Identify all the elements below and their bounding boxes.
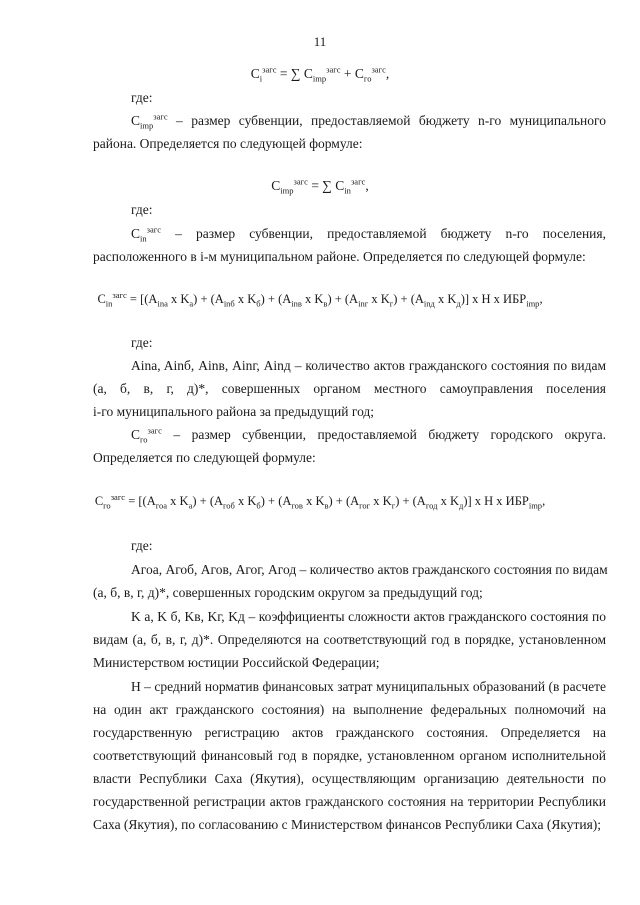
formula-settlement: $C_{in}^{загс} = [(A_{ina}$ x $K_a) + (A_{inб}$ x $K_б) + (A_{inв}$ x $K_в) + (A_{inг}$ x $K_г) + (A_{inд}$ x $K_д$)] x H x $ИБР_{imр}$, [97,289,543,309]
where-label: где: [131,90,153,105]
norm-line-3: государственную регистрацию актов гражданского состояния. Определяется на [93,725,606,740]
norm-line-2: на один акт гражданского состояния) на выполнение федеральных полномочий на [93,702,606,717]
coefficients-line-2: видам (а, б, в, г, д)*. Определяются на соответствующий год в порядке, установленном [93,632,606,647]
norm-line-7: Саха (Якутия), по согласованию с Министерством финансов Республики Саха (Якутия); [93,817,602,832]
definition-imp-line-2: района. Определяется по следующей формуле: [93,136,363,151]
definition-in-line-2: расположенного в i-м муниципальном районе. Определяется по следующей формуле: [93,249,586,264]
page-number: 11 [313,34,327,49]
formula-municipal-district: $C_{imp}^{загс}$ = ∑ $C_{in}^{загс}$, [271,176,369,196]
where-label: где: [131,202,153,217]
definition-in-line-1: $C_{in}^{загс}$ – размер субвенции, предоставляемой бюджету n-го поселения, [131,224,606,244]
norm-line-1: Н – средний норматив финансовых затрат муниципальных образований (в расчете [131,679,606,694]
formula-city-district: $C_{го}^{загс} = [(A_{гоа}$ x $K_a) + (A_{гоб}$ x $K_б) + (A_{гов}$ x $K_в) + (A_{гог}$ x $K_г) + (A_{год}$ x $K_д$)] x H x $ИБР_{imр}$, [94,491,546,511]
city-acts-line-1: Aгоа, Aгоб, Aгов, Aгог, Aгод – количество актов гражданского состояния по видам [131,562,608,577]
definition-go-line-1: $C_{го}^{загс}$ – размер субвенции, предоставляемой бюджету городского округа. [131,425,606,445]
settlement-acts-line-1: Aina, Ainб, Ainв, Ainг, Ainд – количество актов гражданского состояния по видам [131,358,606,373]
norm-line-5: власти Республики Саха (Якутия), осуществляющим организацию деятельности по [93,771,606,786]
norm-line-4: соответствующий финансовый год в порядке, установленном органом исполнительной [93,748,606,763]
coefficients-line-3: Министерством юстиции Российской Федерации; [93,655,380,670]
definition-go-line-2: Определяется по следующей формуле: [93,450,316,465]
coefficients-line-1: K а, K б, Kв, Kг, Kд – коэффициенты сложности актов гражданского состояния по [131,609,606,624]
formula-total-subvention: $C_i^{загс}$ = ∑ $C_{imp}^{загс} + C_{го}^{загс}$, [250,64,390,84]
norm-line-6: государственной регистрации актов гражданского состояния на территории Республики [93,794,606,809]
where-label: где: [131,538,153,553]
settlement-acts-line-2: (а, б, в, г, д)*, совершенных органом местного самоуправления поселения [93,381,606,396]
definition-imp-line-1: $C_{imp}^{загс}$ – размер субвенции, предоставляемой бюджету n-го муниципального [131,111,606,131]
city-acts-line-2: (а, б, в, г, д)*, совершенных городским округом за предыдущий год; [93,585,483,600]
where-label: где: [131,335,153,350]
settlement-acts-line-3: i-го муниципального района за предыдущий год; [93,404,375,419]
